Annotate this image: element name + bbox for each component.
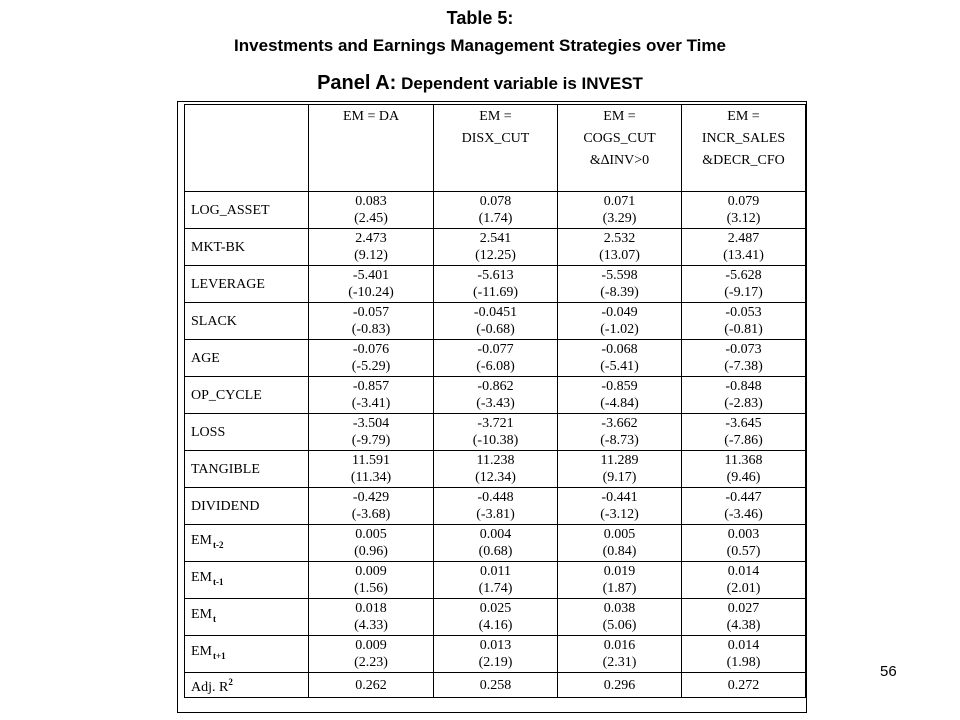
coefficient: 0.018: [355, 601, 387, 616]
column-header-line: COGS_CUT: [583, 131, 656, 146]
t-statistic: (0.84): [602, 544, 637, 559]
coefficient: 2.473: [355, 231, 387, 246]
t-statistic: (-3.12): [600, 507, 639, 522]
table-row: [185, 266, 806, 303]
t-statistic: (1.56): [354, 581, 388, 596]
t-statistic: (3.29): [602, 211, 637, 226]
coefficient: -0.448: [477, 490, 514, 505]
row-label: [185, 525, 309, 562]
table-row: [185, 340, 806, 377]
row-label-text: DIVIDEND: [191, 498, 260, 514]
t-statistic: (9.46): [726, 470, 761, 485]
coefficient: 2.487: [727, 231, 760, 246]
coefficient: -5.628: [725, 268, 762, 283]
value-cell: [558, 599, 682, 636]
t-statistic: (-9.79): [351, 433, 391, 448]
value-cell: [682, 673, 806, 698]
coefficient: -3.721: [477, 416, 514, 431]
t-statistic: (-10.24): [348, 285, 394, 300]
t-statistic: (-8.73): [600, 433, 639, 448]
column-header-line: &∆INV>0: [589, 153, 650, 168]
t-statistic: (1.74): [478, 581, 513, 596]
value-cell: [682, 488, 806, 525]
coefficient: 0.071: [603, 194, 636, 209]
row-label: [185, 562, 309, 599]
value-cell: [682, 451, 806, 488]
table-row: [185, 525, 806, 562]
value-cell: [558, 229, 682, 266]
row-label-subscript: t: [213, 614, 216, 624]
row-label-text: LEVERAGE: [191, 276, 265, 292]
t-statistic: (-7.86): [724, 433, 763, 448]
page-number: 56: [880, 663, 897, 680]
row-label: [185, 229, 309, 266]
row-label: [185, 488, 309, 525]
t-statistic: (5.06): [602, 618, 637, 633]
row-label-text: EM: [191, 570, 212, 585]
value-cell: [558, 377, 682, 414]
coefficient: -0.049: [601, 305, 638, 320]
t-statistic: (-3.46): [724, 507, 763, 522]
t-statistic: (-8.39): [600, 285, 639, 300]
value-cell: [309, 673, 434, 698]
t-statistic: (-0.83): [351, 322, 391, 337]
coefficient: 0.009: [355, 638, 387, 653]
row-label-subscript: t-1: [213, 577, 224, 587]
coefficient: 0.014: [727, 564, 760, 579]
t-statistic: (-9.17): [724, 285, 763, 300]
row-label-text: EM: [191, 644, 212, 659]
t-statistic: (13.07): [599, 248, 640, 263]
coefficient: -5.613: [477, 268, 514, 283]
value-cell: [682, 377, 806, 414]
value-cell: [309, 599, 434, 636]
value-cell: [434, 488, 558, 525]
row-label: [185, 340, 309, 377]
value-cell: [558, 636, 682, 673]
value-cell: [309, 562, 434, 599]
t-statistic: (2.45): [354, 211, 388, 226]
value-cell: [558, 414, 682, 451]
t-statistic: (-0.81): [724, 322, 763, 337]
row-label: [185, 673, 309, 698]
value-cell: [434, 229, 558, 266]
value-cell: [309, 303, 434, 340]
coefficient: -0.857: [352, 379, 390, 394]
coefficient: -3.504: [352, 416, 390, 431]
value-cell: [434, 266, 558, 303]
value-cell: [309, 377, 434, 414]
table-row: [185, 636, 806, 673]
t-statistic: (1.87): [602, 581, 637, 596]
row-label-text: EM: [191, 607, 212, 622]
t-statistic: (13.41): [723, 248, 764, 263]
value-cell: [309, 340, 434, 377]
coefficient: 0.009: [355, 564, 387, 579]
table-row: [185, 451, 806, 488]
t-statistic: (12.25): [475, 248, 516, 263]
t-statistic: (-11.69): [473, 285, 518, 300]
coefficient: -0.053: [725, 305, 762, 320]
coefficient: 0.014: [727, 638, 760, 653]
value-cell: [434, 340, 558, 377]
value-cell: [682, 525, 806, 562]
row-label-text: AGE: [191, 350, 220, 366]
column-header-line: EM =: [727, 109, 760, 124]
row-label-subscript: t-2: [213, 540, 224, 550]
value-cell: [434, 636, 558, 673]
t-statistic: (9.17): [602, 470, 637, 485]
value-cell: [558, 340, 682, 377]
value-cell: [434, 303, 558, 340]
column-header-line: INCR_SALES: [701, 131, 786, 146]
value-cell: [558, 266, 682, 303]
value-cell: [309, 414, 434, 451]
t-statistic: (0.96): [354, 544, 388, 559]
coefficient: 11.368: [724, 453, 763, 468]
row-label: [185, 599, 309, 636]
coefficient: 0.262: [355, 677, 387, 693]
value-cell: [434, 525, 558, 562]
t-statistic: (-6.08): [476, 359, 515, 374]
panel-prefix: Panel A:: [317, 72, 397, 94]
coefficient: -0.859: [601, 379, 638, 394]
row-label: [185, 451, 309, 488]
table-row: [185, 562, 806, 599]
value-cell: [434, 451, 558, 488]
coefficient: 11.591: [352, 453, 390, 468]
row-label-text: LOSS: [191, 424, 226, 440]
value-cell: [309, 488, 434, 525]
t-statistic: (0.57): [726, 544, 761, 559]
t-statistic: (2.19): [478, 655, 513, 670]
value-cell: [682, 599, 806, 636]
table-subtitle: Investments and Earnings Management Strategies over Time: [234, 36, 726, 55]
header-corner-cell: [185, 105, 309, 192]
value-cell: [682, 636, 806, 673]
value-cell: [682, 340, 806, 377]
coefficient: 0.027: [727, 601, 760, 616]
table-row: [185, 414, 806, 451]
value-cell: [682, 192, 806, 229]
t-statistic: (11.34): [350, 470, 392, 485]
column-header-line: &DECR_CFO: [702, 153, 785, 168]
coefficient: -3.645: [725, 416, 762, 431]
coefficient: 0.078: [479, 194, 512, 209]
coefficient: 0.038: [603, 601, 636, 616]
value-cell: [309, 636, 434, 673]
coefficient: -0.848: [725, 379, 762, 394]
table-title: Table 5:: [446, 8, 514, 28]
coefficient: 0.004: [479, 527, 512, 542]
table-row: [185, 599, 806, 636]
coefficient: 0.005: [355, 527, 387, 542]
value-cell: [434, 673, 558, 698]
t-statistic: (-5.41): [600, 359, 639, 374]
coefficient: 0.003: [727, 527, 760, 542]
value-cell: [434, 562, 558, 599]
column-header: [682, 105, 806, 192]
column-header-line: EM =: [603, 109, 636, 124]
coefficient: 0.005: [603, 527, 636, 542]
t-statistic: (-10.38): [472, 433, 519, 448]
coefficient: 0.013: [479, 638, 512, 653]
header-row: [185, 105, 806, 192]
t-statistic: (0.68): [478, 544, 513, 559]
t-statistic: (-3.41): [351, 396, 391, 411]
coefficient: -0.0451: [473, 305, 518, 320]
row-label: [185, 636, 309, 673]
t-statistic: (-2.83): [724, 396, 763, 411]
row-label-text: MKT-BK: [191, 239, 245, 255]
coefficient: -0.429: [352, 490, 390, 505]
coefficient: 11.289: [600, 453, 639, 468]
coefficient: 0.079: [727, 194, 760, 209]
panel-title: [0, 72, 960, 95]
column-header-line: EM = DA: [342, 109, 400, 124]
t-statistic: (-5.29): [351, 359, 391, 374]
coefficient: -0.076: [352, 342, 390, 357]
coefficient: -3.662: [601, 416, 638, 431]
value-cell: [558, 562, 682, 599]
value-cell: [434, 599, 558, 636]
row-label-subscript: t+1: [213, 651, 226, 661]
panel-description: Dependent variable is INVEST: [396, 74, 643, 93]
t-statistic: (-1.02): [600, 322, 639, 337]
row-label-text: LOG_ASSET: [191, 202, 270, 218]
value-cell: [682, 266, 806, 303]
t-statistic: (4.38): [726, 618, 761, 633]
value-cell: [558, 303, 682, 340]
coefficient: 0.272: [727, 677, 760, 693]
row-label: [185, 303, 309, 340]
value-cell: [434, 414, 558, 451]
t-statistic: (-4.84): [600, 396, 639, 411]
table-row: [185, 192, 806, 229]
regression-table: [184, 104, 806, 698]
row-label: [185, 377, 309, 414]
coefficient: 0.083: [355, 194, 387, 209]
t-statistic: (2.23): [354, 655, 388, 670]
coefficient: -0.862: [477, 379, 514, 394]
value-cell: [434, 377, 558, 414]
value-cell: [309, 192, 434, 229]
column-header: [558, 105, 682, 192]
column-header-line: DISX_CUT: [461, 131, 530, 146]
t-statistic: (2.01): [726, 581, 761, 596]
row-label: [185, 266, 309, 303]
value-cell: [682, 229, 806, 266]
coefficient: -0.057: [352, 305, 390, 320]
row-label: [185, 414, 309, 451]
t-statistic: (-7.38): [724, 359, 763, 374]
row-label-text: OP_CYCLE: [191, 387, 262, 403]
column-header: [434, 105, 558, 192]
row-label-superscript: 2: [228, 677, 233, 687]
coefficient: 0.258: [479, 677, 512, 693]
row-label-text: TANGIBLE: [191, 461, 260, 477]
value-cell: [558, 525, 682, 562]
table-row: [185, 673, 806, 698]
value-cell: [682, 562, 806, 599]
coefficient: -5.598: [601, 268, 638, 283]
t-statistic: (-3.43): [476, 396, 515, 411]
t-statistic: (2.31): [602, 655, 637, 670]
column-header: [309, 105, 434, 192]
row-label: [185, 192, 309, 229]
value-cell: [558, 192, 682, 229]
coefficient: -0.077: [477, 342, 514, 357]
coefficient: 0.019: [603, 564, 636, 579]
t-statistic: (-3.81): [476, 507, 515, 522]
coefficient: 2.532: [603, 231, 636, 246]
value-cell: [682, 414, 806, 451]
table-row: [185, 229, 806, 266]
column-header-line: EM =: [479, 109, 512, 124]
coefficient: 0.016: [603, 638, 636, 653]
value-cell: [682, 303, 806, 340]
coefficient: 0.025: [479, 601, 512, 616]
coefficient: 11.238: [476, 453, 515, 468]
row-label-text: SLACK: [191, 313, 237, 329]
t-statistic: (-3.68): [351, 507, 391, 522]
coefficient: 0.296: [603, 677, 636, 693]
table-row: [185, 488, 806, 525]
t-statistic: (3.12): [726, 211, 761, 226]
value-cell: [309, 229, 434, 266]
coefficient: -0.441: [601, 490, 638, 505]
value-cell: [558, 451, 682, 488]
value-cell: [434, 192, 558, 229]
t-statistic: (4.33): [354, 618, 388, 633]
value-cell: [558, 673, 682, 698]
t-statistic: (9.12): [354, 248, 388, 263]
coefficient: 0.011: [480, 564, 511, 579]
coefficient: 2.541: [479, 231, 512, 246]
row-label-text: Adj. R: [191, 680, 229, 695]
coefficient: -0.068: [601, 342, 638, 357]
table-row: [185, 377, 806, 414]
t-statistic: (1.74): [478, 211, 513, 226]
coefficient: -0.073: [725, 342, 762, 357]
coefficient: -5.401: [352, 268, 390, 283]
t-statistic: (12.34): [475, 470, 516, 485]
table-row: [185, 303, 806, 340]
value-cell: [309, 451, 434, 488]
row-label-text: EM: [191, 533, 212, 548]
t-statistic: (4.16): [478, 618, 513, 633]
t-statistic: (-0.68): [476, 322, 515, 337]
t-statistic: (1.98): [726, 655, 761, 670]
coefficient: -0.447: [725, 490, 762, 505]
value-cell: [309, 266, 434, 303]
value-cell: [558, 488, 682, 525]
value-cell: [309, 525, 434, 562]
